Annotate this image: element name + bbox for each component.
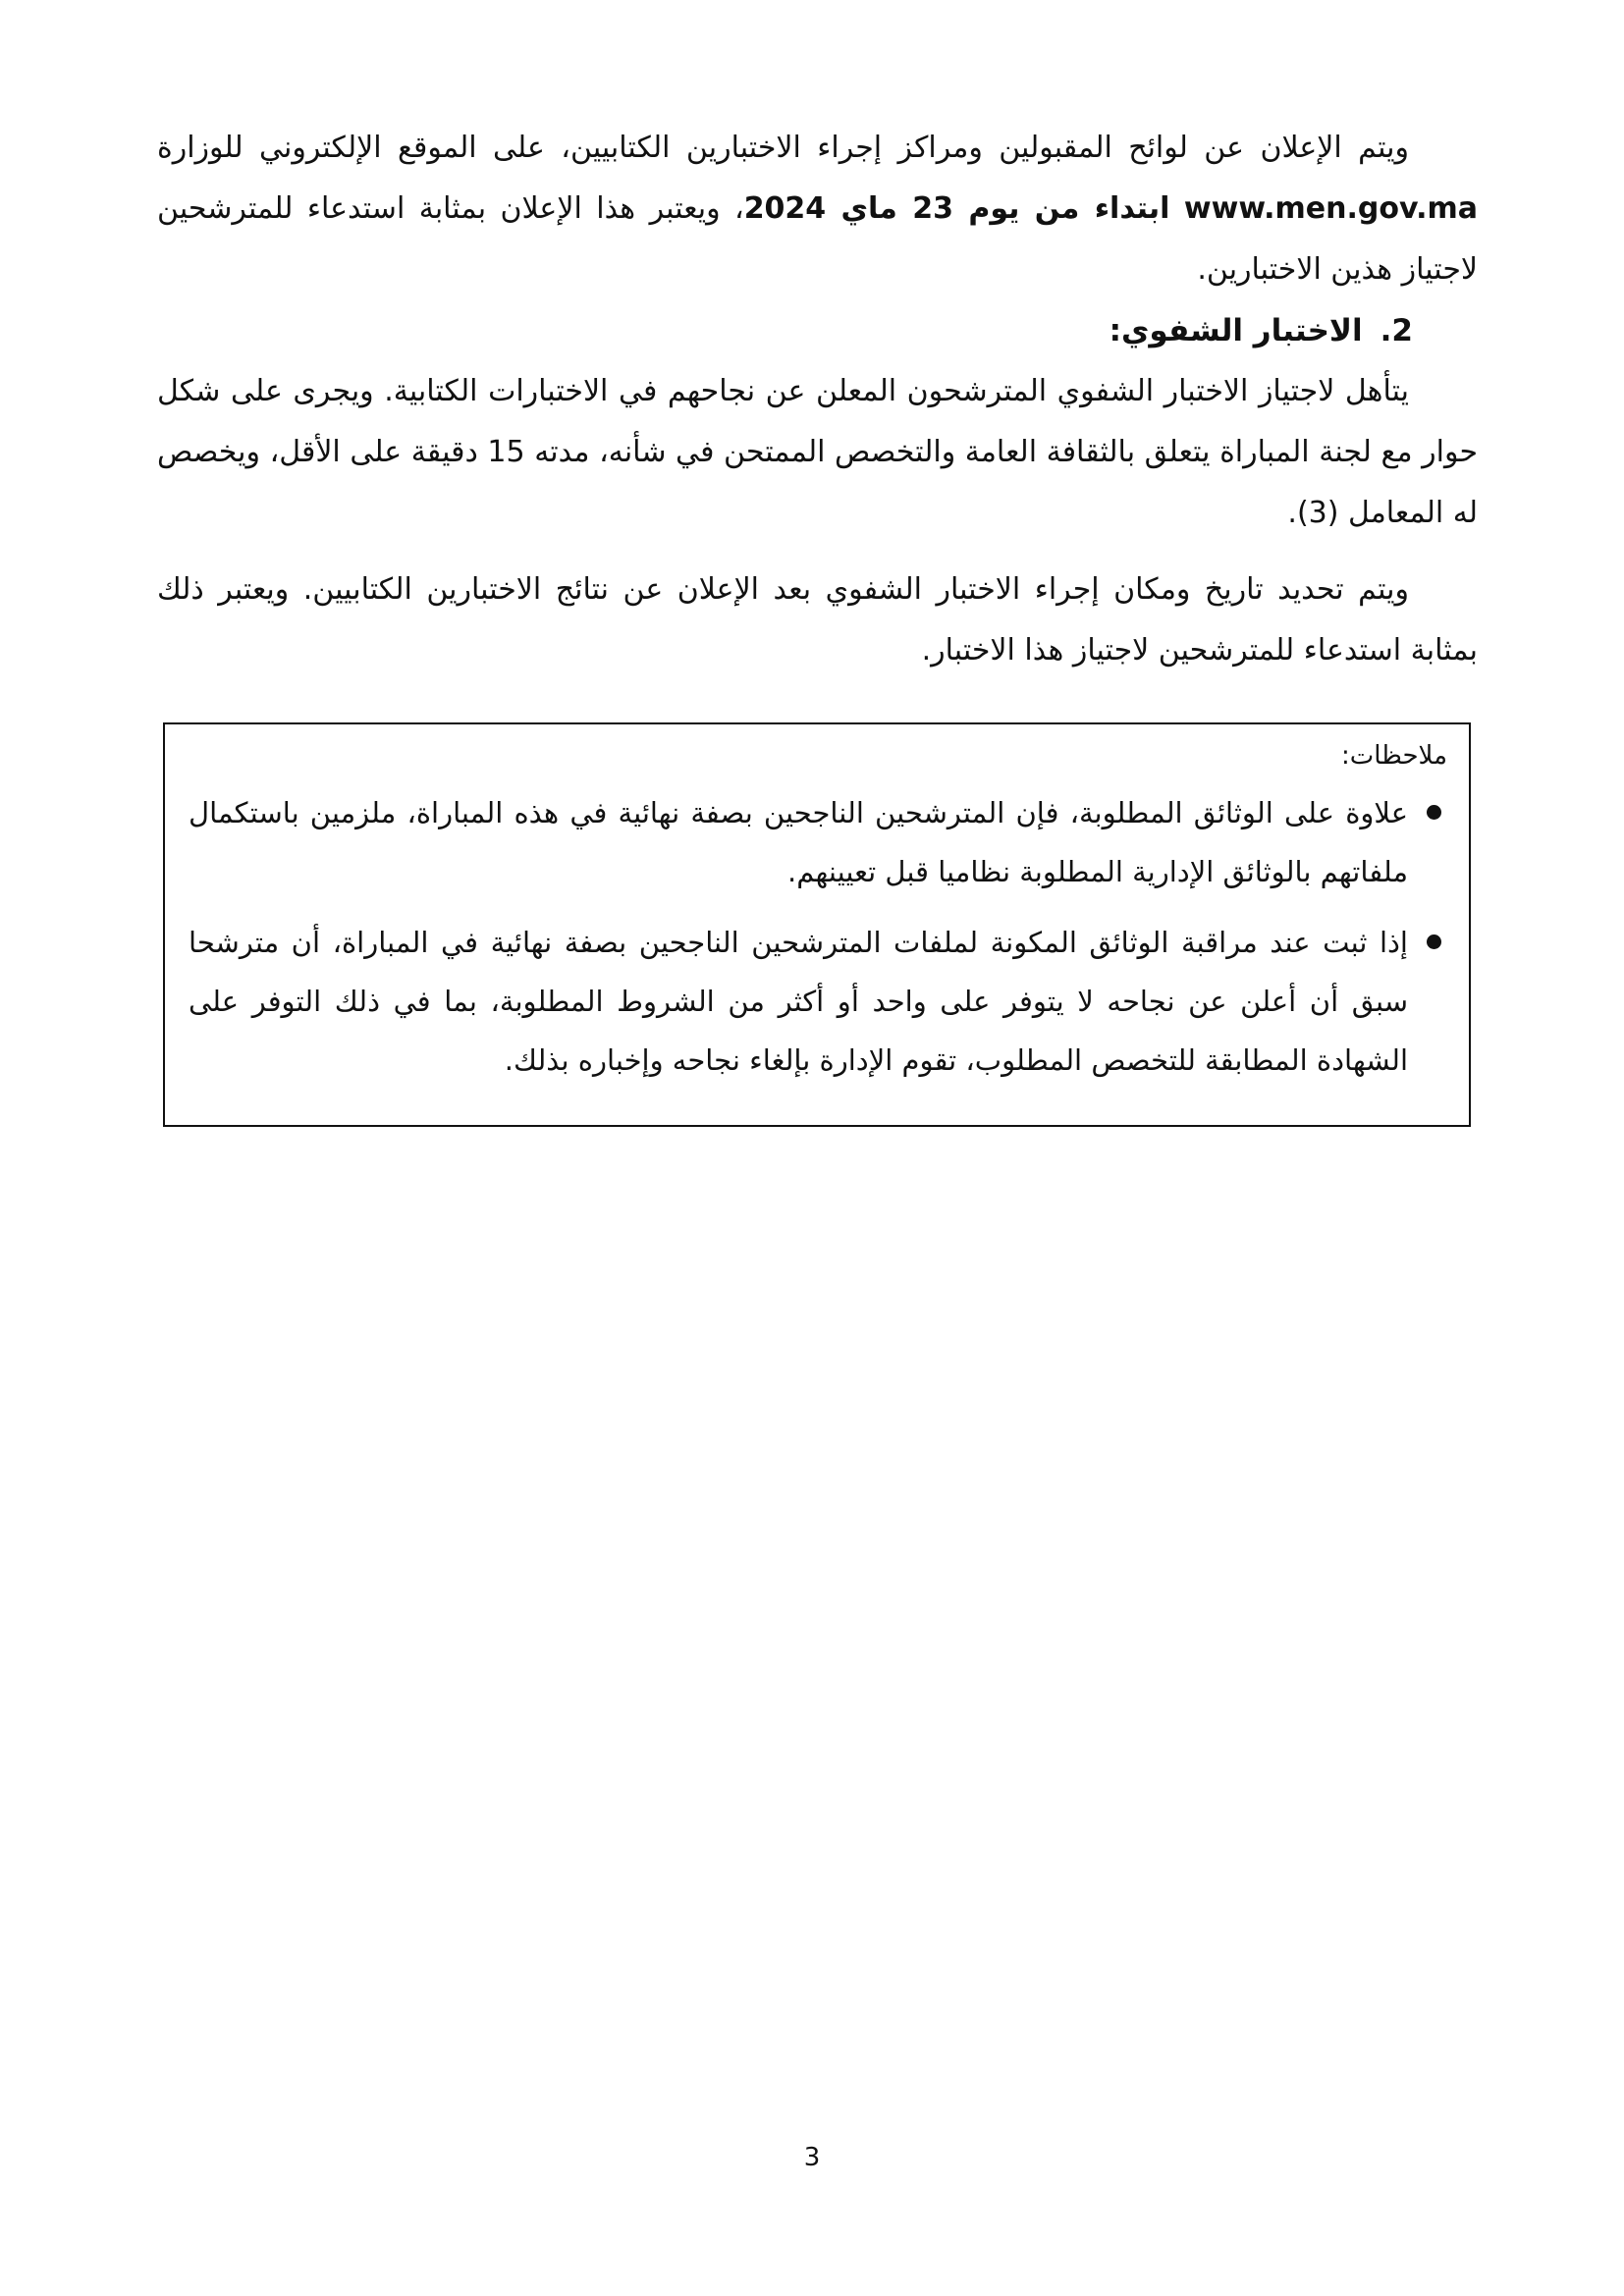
section-number: 2. — [1380, 313, 1413, 348]
page-number: 3 — [803, 2143, 821, 2172]
paragraph-announcement-rest: ، ويعتبر هذا الإعلان بمثابة استدعاء للمترشحين لاجتياز هذين الاختبارين. — [157, 191, 1478, 287]
bullet-icon — [1427, 805, 1441, 820]
note-item — [189, 783, 1445, 901]
note-text: إذا ثبت عند مراقبة الوثائق المكونة لملفات المترشحين الناجحين بصفة نهائية في المباراة، أن مترشحا سبق أن أعلن عن نجاحه لا يتوفر على واحد أو أكثر من الشروط المطلوبة، بما في ذلك التوفر على الشهادة المطابقة للتخصص المطلوب، تقوم الإدارة بإلغاء نجاحه وإخباره بذلك. — [189, 926, 1408, 1077]
notes-box — [163, 722, 1471, 1127]
paragraph-announcement — [157, 118, 1478, 300]
paragraph-announcement-line1: ويتم الإعلان عن لوائح المقبولين ومراكز إجراء الاختبارين الكتابيين، على الموقع الإلكتروني للوزارة — [157, 131, 1409, 165]
section-heading-oral-exam — [1110, 300, 1413, 361]
notes-title: ملاحظات: — [1341, 741, 1447, 771]
note-text: علاوة على الوثائق المطلوبة، فإن المترشحين الناجحين بصفة نهائية في هذه المباراة، ملزمين باستكمال ملفاتهم بالوثائق الإدارية المطلوبة نظاميا قبل تعيينهم. — [189, 796, 1408, 888]
announcement-date: ابتداء من يوم 23 ماي 2024 — [743, 191, 1170, 226]
section-title: الاختبار الشفوي: — [1109, 313, 1363, 348]
notes-list — [189, 783, 1445, 1101]
paragraph-oral-exam-date: ويتم تحديد تاريخ ومكان إجراء الاختبار الشفوي بعد الإعلان عن نتائج الاختبارين الكتابيين. ويعتبر ذلك بمثابة استدعاء للمترشحين لاجتياز هذا الاختبار. — [157, 572, 1478, 667]
ministry-website-url: www.men.gov.ma — [1183, 191, 1478, 226]
paragraph-oral-exam: يتأهل لاجتياز الاختبار الشفوي المترشحون المعلن عن نجاحهم في الاختبارات الكتابية. ويجرى على شكل حوار مع لجنة المباراة يتعلق بالثقافة العامة والتخصص الممتحن في شأنه، مدته 15 دقيقة على الأقل، ويخصص له المعامل (3). — [157, 374, 1478, 530]
bullet-icon — [1427, 934, 1441, 949]
note-item — [189, 913, 1445, 1090]
